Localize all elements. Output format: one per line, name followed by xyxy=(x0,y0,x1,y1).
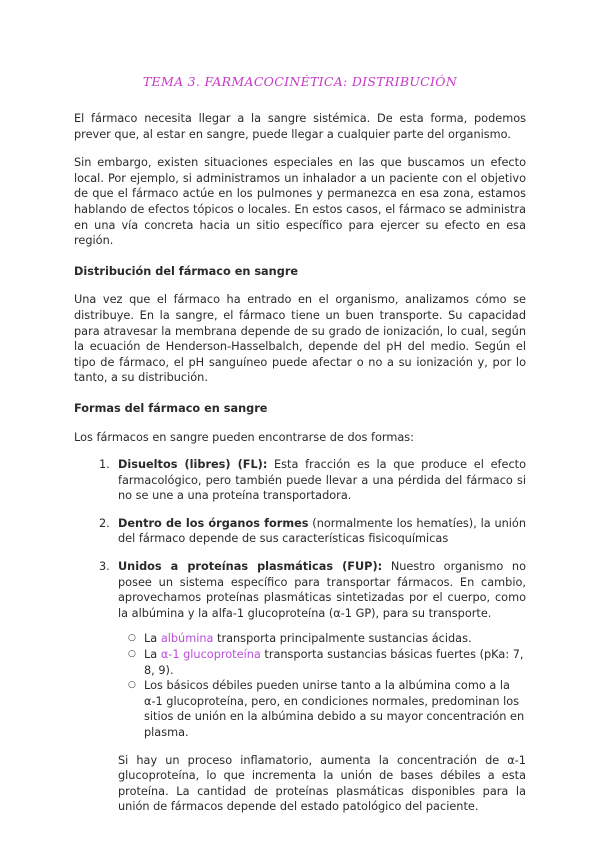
list-item-term: Disueltos (libres) (FL): xyxy=(118,458,268,472)
intro-paragraph-2: Sin embargo, existen situaciones especiales en las que buscamos un efecto local. Por ejemplo, si administramos un inhalador a un paciente con el objetivo de que el fármaco actúe en los pulmones y permanezca en esa zona, estamos hablando de efectos tópicos o locales. En estos casos, el fármaco se administra en una vía concreta hacia un sitio específico para ejercer su efecto en esa región. xyxy=(74,156,526,248)
section-lead-formas: Los fármacos en sangre pueden encontrarse de dos formas: xyxy=(74,430,414,444)
page-title: TEMA 3. FARMACOCINÉTICA: DISTRIBUCIÓN xyxy=(142,74,458,89)
list-item-term: Dentro de los órganos formes xyxy=(118,516,309,530)
forms-list xyxy=(74,457,526,741)
circle-bullet-icon: ○ xyxy=(128,633,136,644)
list-number: 2. xyxy=(99,516,110,530)
list-item xyxy=(99,516,526,547)
section-heading-formas: Formas del fármaco en sangre xyxy=(74,401,268,415)
sub-item-text: La xyxy=(144,632,161,646)
closing-paragraph: Si hay un proceso inflamatorio, aumenta la concentración de α-1 glucoproteína, lo que incrementa la unión de bases débiles a esta proteína. La cantidad de proteínas plasmáticas disponibles para la unión de fármacos depende del estado patológico del paciente. xyxy=(118,753,526,814)
sub-item-text: La xyxy=(144,648,161,662)
list-item xyxy=(99,559,526,741)
highlight-term-albumina: albúmina xyxy=(160,632,214,646)
sub-list xyxy=(118,631,526,740)
circle-bullet-icon: ○ xyxy=(128,649,136,660)
list-number: 3. xyxy=(99,560,110,574)
list-item xyxy=(99,457,526,504)
sub-list-item xyxy=(128,631,526,647)
list-item-text: Esta fracción es la que produce el efecto farmacológico, pero también puede llevar a una pérdida del fármaco si no se une a una proteína transportadora. xyxy=(118,458,526,503)
sub-item-text: Los básicos débiles pueden unirse tanto a la albúmina como a la α-1 glucoproteína, pero, en condiciones normales, predominan los sitios de unión en la albúmina debido a su mayor concentración en plasma. xyxy=(144,679,525,739)
sub-item-text: transporta principalmente sustancias ácidas. xyxy=(213,632,472,646)
sub-list-item xyxy=(128,678,526,740)
intro-paragraph-1: El fármaco necesita llegar a la sangre sistémica. De esta forma, podemos prever que, al estar en sangre, puede llegar a cualquier parte del organismo. xyxy=(74,112,526,141)
list-number: 1. xyxy=(99,458,110,472)
list-item-term: Unidos a proteínas plasmáticas (FUP): xyxy=(118,560,383,574)
section-heading-distribucion: Distribución del fármaco en sangre xyxy=(74,264,299,278)
list-item-text: Nuestro organismo no posee un sistema específico para transportar fármacos. En cambio, aprovechamos proteínas plasmáticas sintetizadas por el cuerpo, como la albúmina y la alfa-1 glucoproteína (α-1 GP), para su transporte. xyxy=(118,560,526,620)
sub-item-text: transporta sustancias básicas fuertes (pKa: 7, 8, 9). xyxy=(144,648,524,677)
circle-bullet-icon: ○ xyxy=(128,680,136,691)
sub-list-item xyxy=(128,647,526,678)
section-paragraph-distribucion: Una vez que el fármaco ha entrado en el organismo, analizamos cómo se distribuye. En la sangre, el fármaco tiene un buen transporte. Su capacidad para atravesar la membrana depende de su grado de ionización, lo cual, según la ecuación de Henderson-Hasselbalch, depende del pH del medio. Según el tipo de fármaco, el pH sanguíneo puede afectar o no a su ionización y, por lo tanto, a su distribución. xyxy=(74,293,526,385)
list-item-text: (normalmente los hematíes), la unión del fármaco depende de sus características fisicoquímicas xyxy=(118,516,526,546)
highlight-term-glucoproteina: α-1 glucoproteína xyxy=(160,648,261,662)
